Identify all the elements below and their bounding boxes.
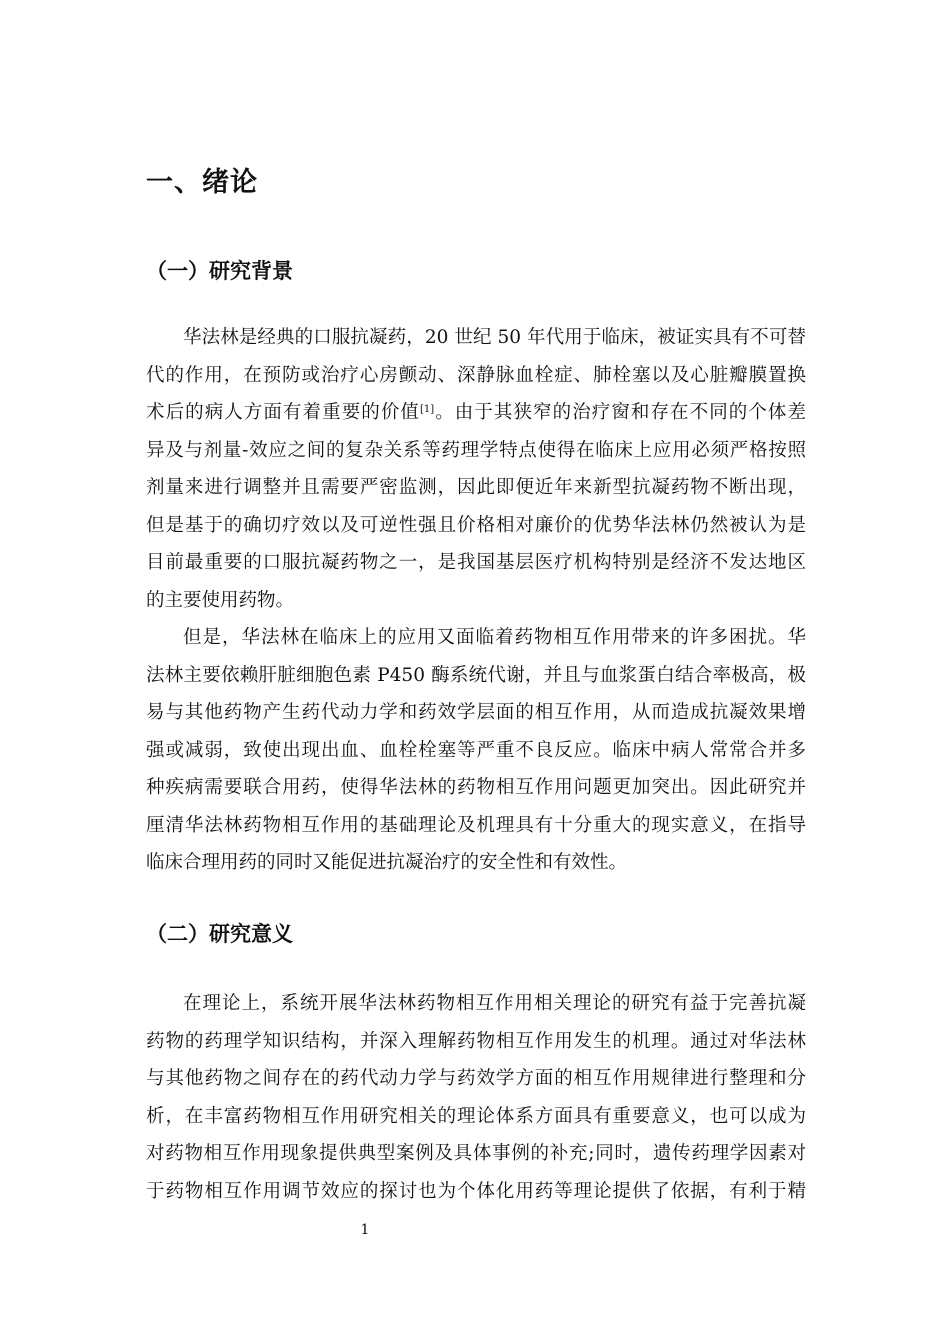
- paragraph-line: 但是，华法林在临床上的应用又面临着药物相互作用带来的许多困扰。华: [183, 627, 806, 648]
- paragraph-line: 华法林是经典的口服抗凝药，20 世纪 50 年代用于临床，被证实具有不可替: [183, 327, 806, 348]
- section-title-research-background: （一）研究背景: [146, 259, 293, 283]
- paragraph-line: 易与其他药物产生药代动力学和药效学层面的相互作用，从而造成抗凝效果增: [146, 702, 806, 723]
- section-title-research-significance: （二）研究意义: [146, 922, 293, 946]
- research-background-body: [146, 319, 806, 882]
- citation-marker: [1]: [419, 404, 435, 415]
- paragraph-line: 目前最重要的口服抗凝药物之一，是我国基层医疗机构特别是经济不发达地区: [146, 552, 806, 573]
- page-number: 1: [360, 1222, 370, 1238]
- line-text-before-citation: 术后的病人方面有着重要的价值: [146, 402, 420, 423]
- paragraph-line-with-citation: [146, 394, 806, 432]
- paragraph-line: 厘清华法林药物相互作用的基础理论及机理具有十分重大的现实意义，在指导: [146, 814, 806, 836]
- paragraph-line: 在理论上，系统开展华法林药物相互作用相关理论的研究有益于完善抗凝: [183, 993, 806, 1014]
- paragraph-line: 对药物相互作用现象提供典型案例及具体事例的补充;同时，遗传药理学因素对: [146, 1143, 806, 1164]
- paragraph-line-last: 的主要使用药物。: [146, 589, 295, 611]
- paragraph-line: 种疾病需要联合用药，使得华法林的药物相互作用问题更加突出。因此研究并: [146, 777, 806, 798]
- paragraph-line: 代的作用，在预防或治疗心房颤动、深静脉血栓症、肺栓塞以及心脏瓣膜置换: [146, 364, 806, 386]
- paragraph-line-last: 临床合理用药的同时又能促进抗凝治疗的安全性和有效性。: [146, 852, 628, 873]
- chapter-title: 一、绪论: [146, 167, 258, 198]
- paragraph-line: 异及与剂量-效应之间的复杂关系等药理学特点使得在临床上应用必须严格按照: [146, 439, 806, 461]
- research-significance-body: [146, 985, 806, 1210]
- paragraph-line: 但是基于的确切疗效以及可逆性强且价格相对廉价的优势华法林仍然被认为是: [146, 514, 806, 536]
- paragraph-line: 与其他药物之间存在的药代动力学与药效学方面的相互作用规律进行整理和分: [146, 1068, 806, 1089]
- line-text-after-citation: 。由于其狭窄的治疗窗和存在不同的个体差: [434, 402, 806, 423]
- paragraph-line: 于药物相互作用调节效应的探讨也为个体化用药等理论提供了依据，有利于精: [146, 1180, 806, 1202]
- paragraph-line: 法林主要依赖肝脏细胞色素 P450 酶系统代谢，并且与血浆蛋白结合率极高，极: [146, 664, 806, 686]
- paragraph-line: 强或减弱，致使出现出血、血栓栓塞等严重不良反应。临床中病人常常合并多: [146, 739, 806, 761]
- paragraph-line: 剂量来进行调整并且需要严密监测，因此即便近年来新型抗凝药物不断出现，: [146, 477, 806, 498]
- paragraph-line: 药物的药理学知识结构，并深入理解药物相互作用发生的机理。通过对华法林: [146, 1030, 806, 1052]
- paragraph-line: 析，在丰富药物相互作用研究相关的理论体系方面具有重要意义，也可以成为: [146, 1105, 806, 1127]
